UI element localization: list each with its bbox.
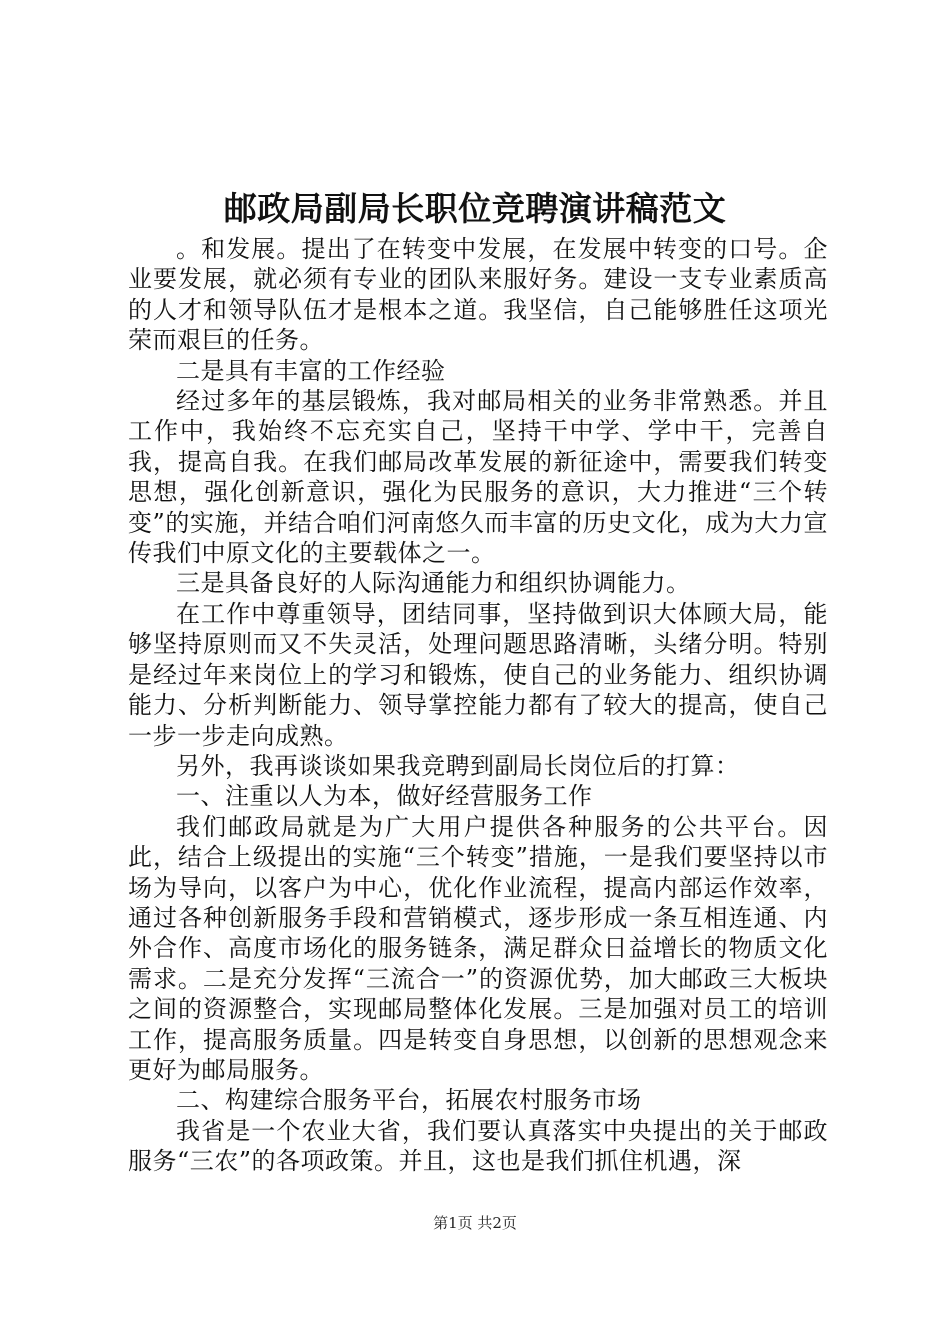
body-paragraph: 我们邮政局就是为广大用户提供各种服务的公共平台。因此，结合上级提出的实施“三个转变”措施，一是我们要坚持以市场为导向，以客户为中心，优化作业流程，提高内部运作效率，通过各种创新服务手段和营销模式，逐步形成一条互相连通、内外合作、高度市场化的服务链条，满足群众日益增长的物质文化需求。二是充分发挥“三流合一”的资源优势，加大邮政三大板块之间的资源整合，实现邮局整体化发展。三是加强对员工的培训工作，提高服务质量。四是转变自身思想，以创新的思想观念来更好为邮局服务。: [128, 812, 828, 1084]
body-paragraph: 另外，我再谈谈如果我竞聘到副局长岗位后的打算：: [176, 751, 740, 780]
document-body: [128, 234, 828, 1177]
document-title: 邮政局副局长职位竞聘演讲稿范文: [223, 189, 727, 228]
section-heading: 一、注重以人为本，做好经营服务工作: [176, 782, 593, 811]
section-heading: 二、构建综合服务平台，拓展农村服务市场: [176, 1086, 642, 1115]
section-heading: 二是具有丰富的工作经验: [176, 356, 446, 385]
page-number: 第1页 共2页: [433, 1214, 517, 1232]
body-paragraph: 经过多年的基层锻炼，我对邮局相关的业务非常熟悉。并且工作中，我始终不忘充实自己，坚持干中学、学中干，完善自我，提高自我。在我们邮局改革发展的新征途中，需要我们转变思想，强化创新意识，强化为民服务的意识，大力推进“三个转变”的实施，并结合咱们河南悠久而丰富的历史文化，成为大力宣传我们中原文化的主要载体之一。: [128, 387, 828, 568]
section-heading: 三是具备良好的人际沟通能力和组织协调能力。: [176, 569, 691, 598]
body-paragraph: 。和发展。提出了在转变中发展，在发展中转变的口号。企业要发展，就必须有专业的团队来服好务。建设一支专业素质高的人才和领导队伍才是根本之道。我坚信，自己能够胜任这项光荣而艰巨的任务。: [128, 235, 828, 355]
body-paragraph: 我省是一个农业大省，我们要认真落实中央提出的关于邮政服务“三农”的各项政策。并且，这也是我们抓住机遇，深: [128, 1116, 828, 1176]
body-paragraph: 在工作中尊重领导，团结同事，坚持做到识大体顾大局，能够坚持原则而又不失灵活，处理问题思路清晰，头绪分明。特别是经过年来岗位上的学习和锻炼，使自己的业务能力、组织协调能力、分析判断能力、领导掌控能力都有了较大的提高，使自己一步一步走向成熟。: [128, 599, 828, 750]
